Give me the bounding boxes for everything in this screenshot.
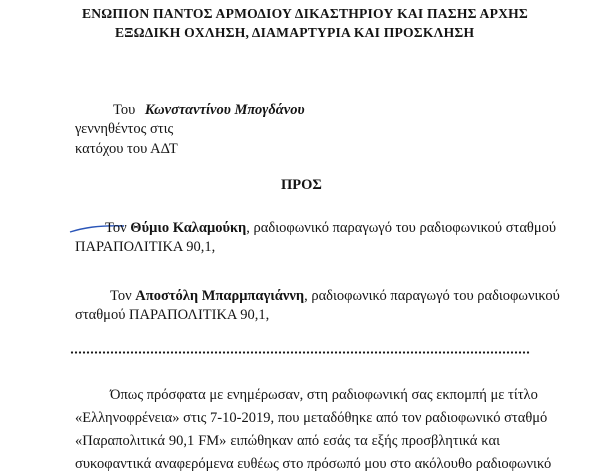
body-line-2: «Ελληνοφρένεια» στις 7-10-2019, που μεταδόθηκε από τον ραδιοφωνικό σταθμό [75, 410, 548, 426]
header-line-2: ΕΞΩΔΙΚΗ ΟΧΛΗΣΗ, ΔΙΑΜΑΡΤΥΡΙΑ ΚΑΙ ΠΡΟΣΚΛΗΣΗ [115, 25, 475, 40]
sender-line [113, 101, 305, 119]
body-line-3: «Παραπολιτικά 90,1 FM» ειπώθηκαν από εσάς τα εξής προσβλητικά και [75, 433, 500, 449]
recipient1-prefix: Τον [105, 220, 127, 236]
sender-id: κατόχου του ΑΔΤ [75, 141, 178, 157]
pros-heading: ΠΡΟΣ [281, 177, 322, 193]
body-line-1: Όπως πρόσφατα με ενημέρωσαν, στη ραδιοφωνική σας εκπομπή με τίτλο [110, 387, 538, 403]
recipient1-rest: , ραδιοφωνικό παραγωγό του ραδιοφωνικού σταθμού [246, 220, 557, 236]
recipient1-line1 [105, 219, 556, 237]
body-line-4: συκοφαντικά αναφερόμενα ευθέως στο πρόσωπό μου στο ακόλουθο ραδιοφωνικό [75, 456, 552, 472]
header-line-1: ΕΝΩΠΙΟΝ ΠΑΝΤΟΣ ΑΡΜΟΔΙΟΥ ΔΙΚΑΣΤΗΡΙΟΥ ΚΑΙ ΠΑΣΗΣ ΑΡΧΗΣ [82, 6, 528, 21]
recipient2-line1 [110, 287, 560, 305]
recipient2-rest: , ραδιοφωνικό παραγωγό του ραδιοφωνικού [304, 288, 560, 304]
sender-prefix: Του [113, 102, 136, 118]
recipient2-line2: σταθμού ΠΑΡΑΠΟΛΙΤΙΚΑ 90,1, [75, 307, 270, 323]
recipient2-prefix: Τον [110, 288, 132, 304]
sender-name: Κωνσταντίνου Μπογδάνου [144, 102, 305, 118]
recipient1-line2: ΠΑΡΑΠΟΛΙΤΙΚΑ 90,1, [75, 239, 216, 255]
sender-born: γεννηθέντος στις [75, 121, 174, 137]
dotted-separator [70, 351, 530, 354]
recipient1-name: Θύμιο Καλαμούκη [130, 220, 247, 236]
recipient2-name: Αποστόλη Μπαρμπαγιάννη [135, 288, 305, 304]
